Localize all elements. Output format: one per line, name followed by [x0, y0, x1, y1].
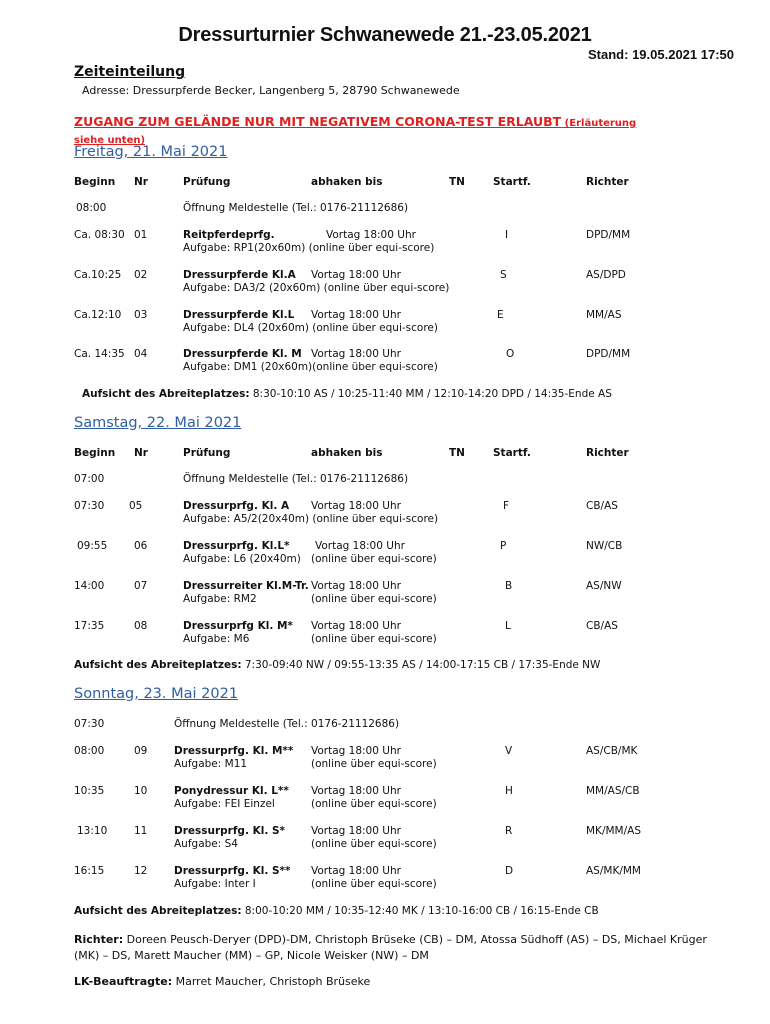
lk-text: Marret Maucher, Christoph Brüseke: [172, 975, 371, 988]
row-richter: CB/AS: [586, 500, 618, 512]
row-nr: 05: [129, 500, 143, 512]
opening-text: Öffnung Meldestelle (Tel.: 0176-21112686): [183, 202, 409, 214]
row-nr: 01: [134, 229, 148, 241]
aufsicht-label: Aufsicht des Abreiteplatzes:: [74, 905, 242, 917]
stand-date: Stand: 19.05.2021 17:50: [588, 47, 734, 62]
row-nr: 09: [134, 745, 148, 757]
row-pruefung: Dressurprfg. Kl.L*: [183, 540, 290, 552]
opening-time: 07:30: [74, 718, 105, 730]
aufsicht-saturday: [74, 659, 600, 671]
row-startf: S: [500, 269, 507, 281]
richter-list: [74, 932, 714, 964]
header-abhaken: abhaken bis: [311, 176, 383, 188]
day-title-sunday: Sonntag, 23. Mai 2021: [74, 686, 239, 702]
row-beginn: 17:35: [74, 620, 105, 632]
row-aufgabe-online: (online über equi-score): [311, 593, 437, 605]
aufsicht-sunday: [74, 905, 599, 917]
row-beginn: 08:00: [74, 745, 105, 757]
row-richter: DPD/MM: [586, 229, 631, 241]
lk-label: LK-Beauftragte:: [74, 975, 173, 988]
row-aufgabe-online: (online über equi-score): [311, 838, 437, 850]
row-aufgabe: Aufgabe: DM1 (20x60m)(online über equi-score): [183, 361, 438, 373]
row-startf: H: [505, 785, 513, 797]
row-richter: AS/CB/MK: [586, 745, 638, 757]
row-aufgabe: Aufgabe: DA3/2 (20x60m) (online über equi-score): [183, 282, 450, 294]
row-pruefung: Dressurprfg. Kl. A: [183, 500, 290, 512]
row-startf: I: [505, 229, 509, 241]
row-startf: V: [505, 745, 513, 757]
header-beginn: Beginn: [74, 176, 116, 188]
row-nr: 02: [134, 269, 148, 281]
header-beginn: Beginn: [74, 447, 116, 459]
row-nr: 10: [134, 785, 148, 797]
row-startf: O: [506, 348, 515, 360]
row-beginn: 13:10: [77, 825, 108, 837]
row-aufgabe: Aufgabe: M11: [174, 758, 248, 770]
aufsicht-label: Aufsicht des Abreiteplatzes:: [74, 659, 242, 671]
row-abhaken: Vortag 18:00 Uhr: [311, 865, 401, 877]
row-abhaken: Vortag 18:00 Uhr: [315, 540, 405, 552]
row-nr: 11: [134, 825, 148, 837]
warning-main: ZUGANG ZUM GELÄNDE NUR MIT NEGATIVEM CORONA-TEST ERLAUBT: [74, 114, 562, 129]
row-abhaken: Vortag 18:00 Uhr: [311, 580, 401, 592]
header-pruefung: Prüfung: [183, 176, 231, 188]
row-startf: D: [505, 865, 514, 877]
row-richter: AS/NW: [586, 580, 622, 592]
row-aufgabe-online: (online über equi-score): [311, 758, 437, 770]
row-startf: E: [497, 309, 504, 321]
row-startf: R: [505, 825, 513, 837]
richter-text: Doreen Peusch-Deryer (DPD)-DM, Christoph Brüseke (CB) – DM, Atossa Südhoff (AS) – DS, Michael Krüger (MK) – DS, Marett Maucher (MM) – GP, Nicole Weisker (NW) – DM: [74, 933, 707, 962]
row-startf: P: [500, 540, 507, 552]
row-pruefung: Reitpferdeprfg.: [183, 229, 275, 241]
row-beginn: Ca. 08:30: [74, 229, 125, 241]
row-aufgabe: Aufgabe: Inter I: [174, 878, 256, 890]
row-richter: AS/DPD: [586, 269, 626, 281]
header-pruefung: Prüfung: [183, 447, 231, 459]
header-startf: Startf.: [493, 176, 531, 188]
aufsicht-text: 8:30-10:10 AS / 10:25-11:40 MM / 12:10-14:20 DPD / 14:35-Ende AS: [249, 388, 612, 400]
row-pruefung: Dressurpferde Kl.A: [183, 269, 296, 281]
row-richter: MM/AS: [586, 309, 622, 321]
lk-beauftragte: [74, 974, 714, 990]
row-beginn: 14:00: [74, 580, 105, 592]
row-beginn: 09:55: [77, 540, 108, 552]
header-startf: Startf.: [493, 447, 531, 459]
row-beginn: 10:35: [74, 785, 105, 797]
aufsicht-text: 7:30-09:40 NW / 09:55-13:35 AS / 14:00-17:15 CB / 17:35-Ende NW: [241, 659, 601, 671]
row-startf: F: [503, 500, 510, 512]
row-pruefung: Ponydressur Kl. L**: [174, 785, 289, 797]
row-richter: MM/AS/CB: [586, 785, 640, 797]
row-richter: NW/CB: [586, 540, 623, 552]
document-title: Dressurturnier Schwanewede 21.-23.05.2021: [178, 24, 592, 46]
row-aufgabe: Aufgabe: L6 (20x40m): [183, 553, 301, 565]
row-richter: MK/MM/AS: [586, 825, 641, 837]
address: Adresse: Dressurpferde Becker, Langenberg 5, 28790 Schwanewede: [82, 84, 460, 97]
row-nr: 08: [134, 620, 148, 632]
header-abhaken: abhaken bis: [311, 447, 383, 459]
row-pruefung: Dressurprfg. Kl. S**: [174, 865, 291, 877]
row-aufgabe-online: (online über equi-score): [311, 633, 437, 645]
row-richter: AS/MK/MM: [586, 865, 641, 877]
row-beginn: Ca.12:10: [74, 309, 122, 321]
row-richter: CB/AS: [586, 620, 618, 632]
row-aufgabe: Aufgabe: M6: [183, 633, 250, 645]
opening-text: Öffnung Meldestelle (Tel.: 0176-21112686): [174, 718, 400, 730]
row-aufgabe: Aufgabe: A5/2(20x40m) (online über equi-score): [183, 513, 439, 525]
header-richter: Richter: [586, 447, 629, 459]
row-beginn: 16:15: [74, 865, 105, 877]
row-aufgabe: Aufgabe: RM2: [183, 593, 257, 605]
row-abhaken: Vortag 18:00 Uhr: [311, 620, 401, 632]
row-nr: 03: [134, 309, 148, 321]
header-richter: Richter: [586, 176, 629, 188]
row-pruefung: Dressurreiter Kl.M-Tr.: [183, 580, 309, 592]
row-pruefung: Dressurpferde Kl. M: [183, 348, 302, 360]
row-abhaken: Vortag 18:00 Uhr: [311, 745, 401, 757]
row-pruefung: Dressurpferde Kl.L: [183, 309, 295, 321]
row-abhaken: Vortag 18:00 Uhr: [311, 825, 401, 837]
row-startf: B: [505, 580, 513, 592]
row-nr: 12: [134, 865, 148, 877]
header-tn: TN: [449, 176, 465, 188]
row-aufgabe-online: (online über equi-score): [311, 878, 437, 890]
row-nr: 04: [134, 348, 148, 360]
aufsicht-text: 8:00-10:20 MM / 10:35-12:40 MK / 13:10-16:00 CB / 16:15-Ende CB: [241, 905, 599, 917]
header-tn: TN: [449, 447, 465, 459]
row-aufgabe: Aufgabe: FEI Einzel: [174, 798, 275, 810]
richter-label: Richter:: [74, 933, 124, 946]
header-nr: Nr: [134, 176, 148, 188]
row-aufgabe-online: (online über equi-score): [311, 553, 437, 565]
corona-warning: [74, 114, 654, 148]
row-pruefung: Dressurprfg Kl. M*: [183, 620, 293, 632]
day-title-friday: Freitag, 21. Mai 2021: [74, 144, 228, 160]
row-abhaken: Vortag 18:00 Uhr: [311, 785, 401, 797]
row-beginn: Ca.10:25: [74, 269, 122, 281]
row-abhaken: Vortag 18:00 Uhr: [326, 229, 416, 241]
row-abhaken: Vortag 18:00 Uhr: [311, 269, 401, 281]
row-pruefung: Dressurprfg. Kl. M**: [174, 745, 294, 757]
opening-time: 07:00: [74, 473, 105, 485]
day-title-saturday: Samstag, 22. Mai 2021: [74, 415, 242, 431]
warning-note: (Erläuterung siehe unten): [74, 118, 637, 146]
row-pruefung: Dressurprfg. Kl. S*: [174, 825, 286, 837]
aufsicht-friday: [82, 388, 612, 400]
section-heading: Zeiteinteilung: [74, 64, 186, 80]
row-nr: 06: [134, 540, 148, 552]
row-aufgabe-online: (online über equi-score): [311, 798, 437, 810]
opening-time: 08:00: [76, 202, 107, 214]
aufsicht-label: Aufsicht des Abreiteplatzes:: [82, 388, 250, 400]
header-nr: Nr: [134, 447, 148, 459]
row-nr: 07: [134, 580, 148, 592]
opening-text: Öffnung Meldestelle (Tel.: 0176-21112686): [183, 473, 409, 485]
row-aufgabe: Aufgabe: DL4 (20x60m) (online über equi-score): [183, 322, 438, 334]
row-startf: L: [505, 620, 511, 632]
row-beginn: Ca. 14:35: [74, 348, 125, 360]
row-abhaken: Vortag 18:00 Uhr: [311, 348, 401, 360]
row-richter: DPD/MM: [586, 348, 631, 360]
row-abhaken: Vortag 18:00 Uhr: [311, 309, 401, 321]
row-abhaken: Vortag 18:00 Uhr: [311, 500, 401, 512]
row-beginn: 07:30: [74, 500, 105, 512]
row-aufgabe: Aufgabe: RP1(20x60m) (online über equi-score): [183, 242, 435, 254]
row-aufgabe: Aufgabe: S4: [174, 838, 238, 850]
